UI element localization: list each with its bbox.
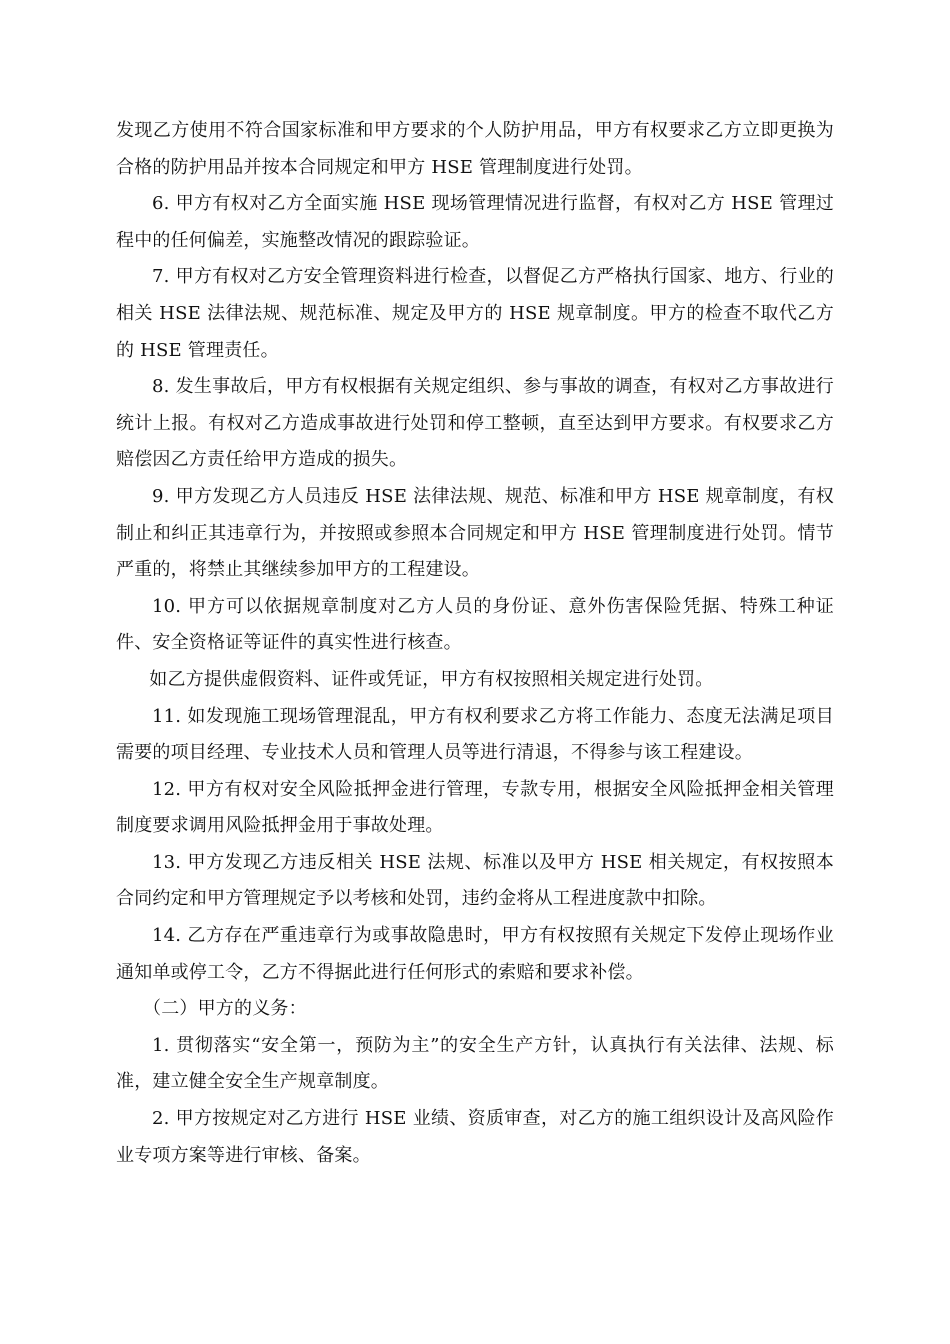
paragraph-clause-14: 14. 乙方存在严重违章行为或事故隐患时，甲方有权按照有关规定下发停止现场作业通知单或停工令，乙方不得据此进行任何形式的索赔和要求补偿。 bbox=[116, 925, 834, 983]
paragraph-clause-11: 11. 如发现施工现场管理混乱，甲方有权利要求乙方将工作能力、态度无法满足项目需要的项目经理、专业技术人员和管理人员等进行清退，不得参与该工程建设。 bbox=[116, 705, 834, 764]
paragraph-clause-12: 12. 甲方有权对安全风险抵押金进行管理，专款专用，根据安全风险抵押金相关管理制度要求调用风险抵押金用于事故处理。 bbox=[116, 778, 834, 837]
paragraph-ppe-continuation: 发现乙方使用不符合国家标准和甲方要求的个人防护用品，甲方有权要求乙方立即更换为合格的防护用品并按本合同规定和甲方 HSE 管理制度进行处罚。 bbox=[116, 120, 834, 178]
paragraph-clause-8: 8. 发生事故后，甲方有权根据有关规定组织、参与事故的调查，有权对乙方事故进行统计上报。有权对乙方造成事故进行处罚和停工整顿，直至达到甲方要求。有权要求乙方赔偿因乙方责任给甲方造成的损失。 bbox=[116, 376, 834, 471]
paragraph-clause-10-note: 如乙方提供虚假资料、证件或凭证，甲方有权按照相关规定进行处罚。 bbox=[149, 668, 714, 690]
paragraph-clause-13: 13. 甲方发现乙方违反相关 HSE 法规、标准以及甲方 HSE 相关规定，有权按照本合同约定和甲方管理规定予以考核和处罚，违约金将从工程进度款中扣除。 bbox=[116, 851, 834, 910]
paragraph-clause-10: 10. 甲方可以依据规章制度对乙方人员的身份证、意外伤害保险凭据、特殊工种证件、安全资格证等证件的真实性进行核查。 bbox=[116, 595, 834, 654]
paragraph-obligation-1: 1. 贯彻落实“安全第一，预防为主”的安全生产方针，认真执行有关法律、法规、标准，建立健全安全生产规章制度。 bbox=[116, 1034, 834, 1093]
paragraph-obligation-2: 2. 甲方按规定对乙方进行 HSE 业绩、资质审查，对乙方的施工组织设计及高风险作业专项方案等进行审核、备案。 bbox=[116, 1108, 834, 1166]
paragraph-clause-6: 6. 甲方有权对乙方全面实施 HSE 现场管理情况进行监督，有权对乙方 HSE 管理过程中的任何偏差，实施整改情况的跟踪验证。 bbox=[116, 193, 834, 251]
paragraph-clause-7: 7. 甲方有权对乙方安全管理资料进行检查，以督促乙方严格执行国家、地方、行业的相关 HSE 法律法规、规范标准、规定及甲方的 HSE 规章制度。甲方的检查不取代乙方的 HSE 管理责任。 bbox=[116, 266, 834, 361]
section-heading-party-a-obligations: （二）甲方的义务： bbox=[143, 998, 307, 1020]
paragraph-clause-9: 9. 甲方发现乙方人员违反 HSE 法律法规、规范、标准和甲方 HSE 规章制度，有权制止和纠正其违章行为，并按照或参照本合同规定和甲方 HSE 管理制度进行处罚。情节严重的，将禁止其继续参加甲方的工程建设。 bbox=[116, 485, 834, 581]
document-body bbox=[116, 113, 834, 1174]
